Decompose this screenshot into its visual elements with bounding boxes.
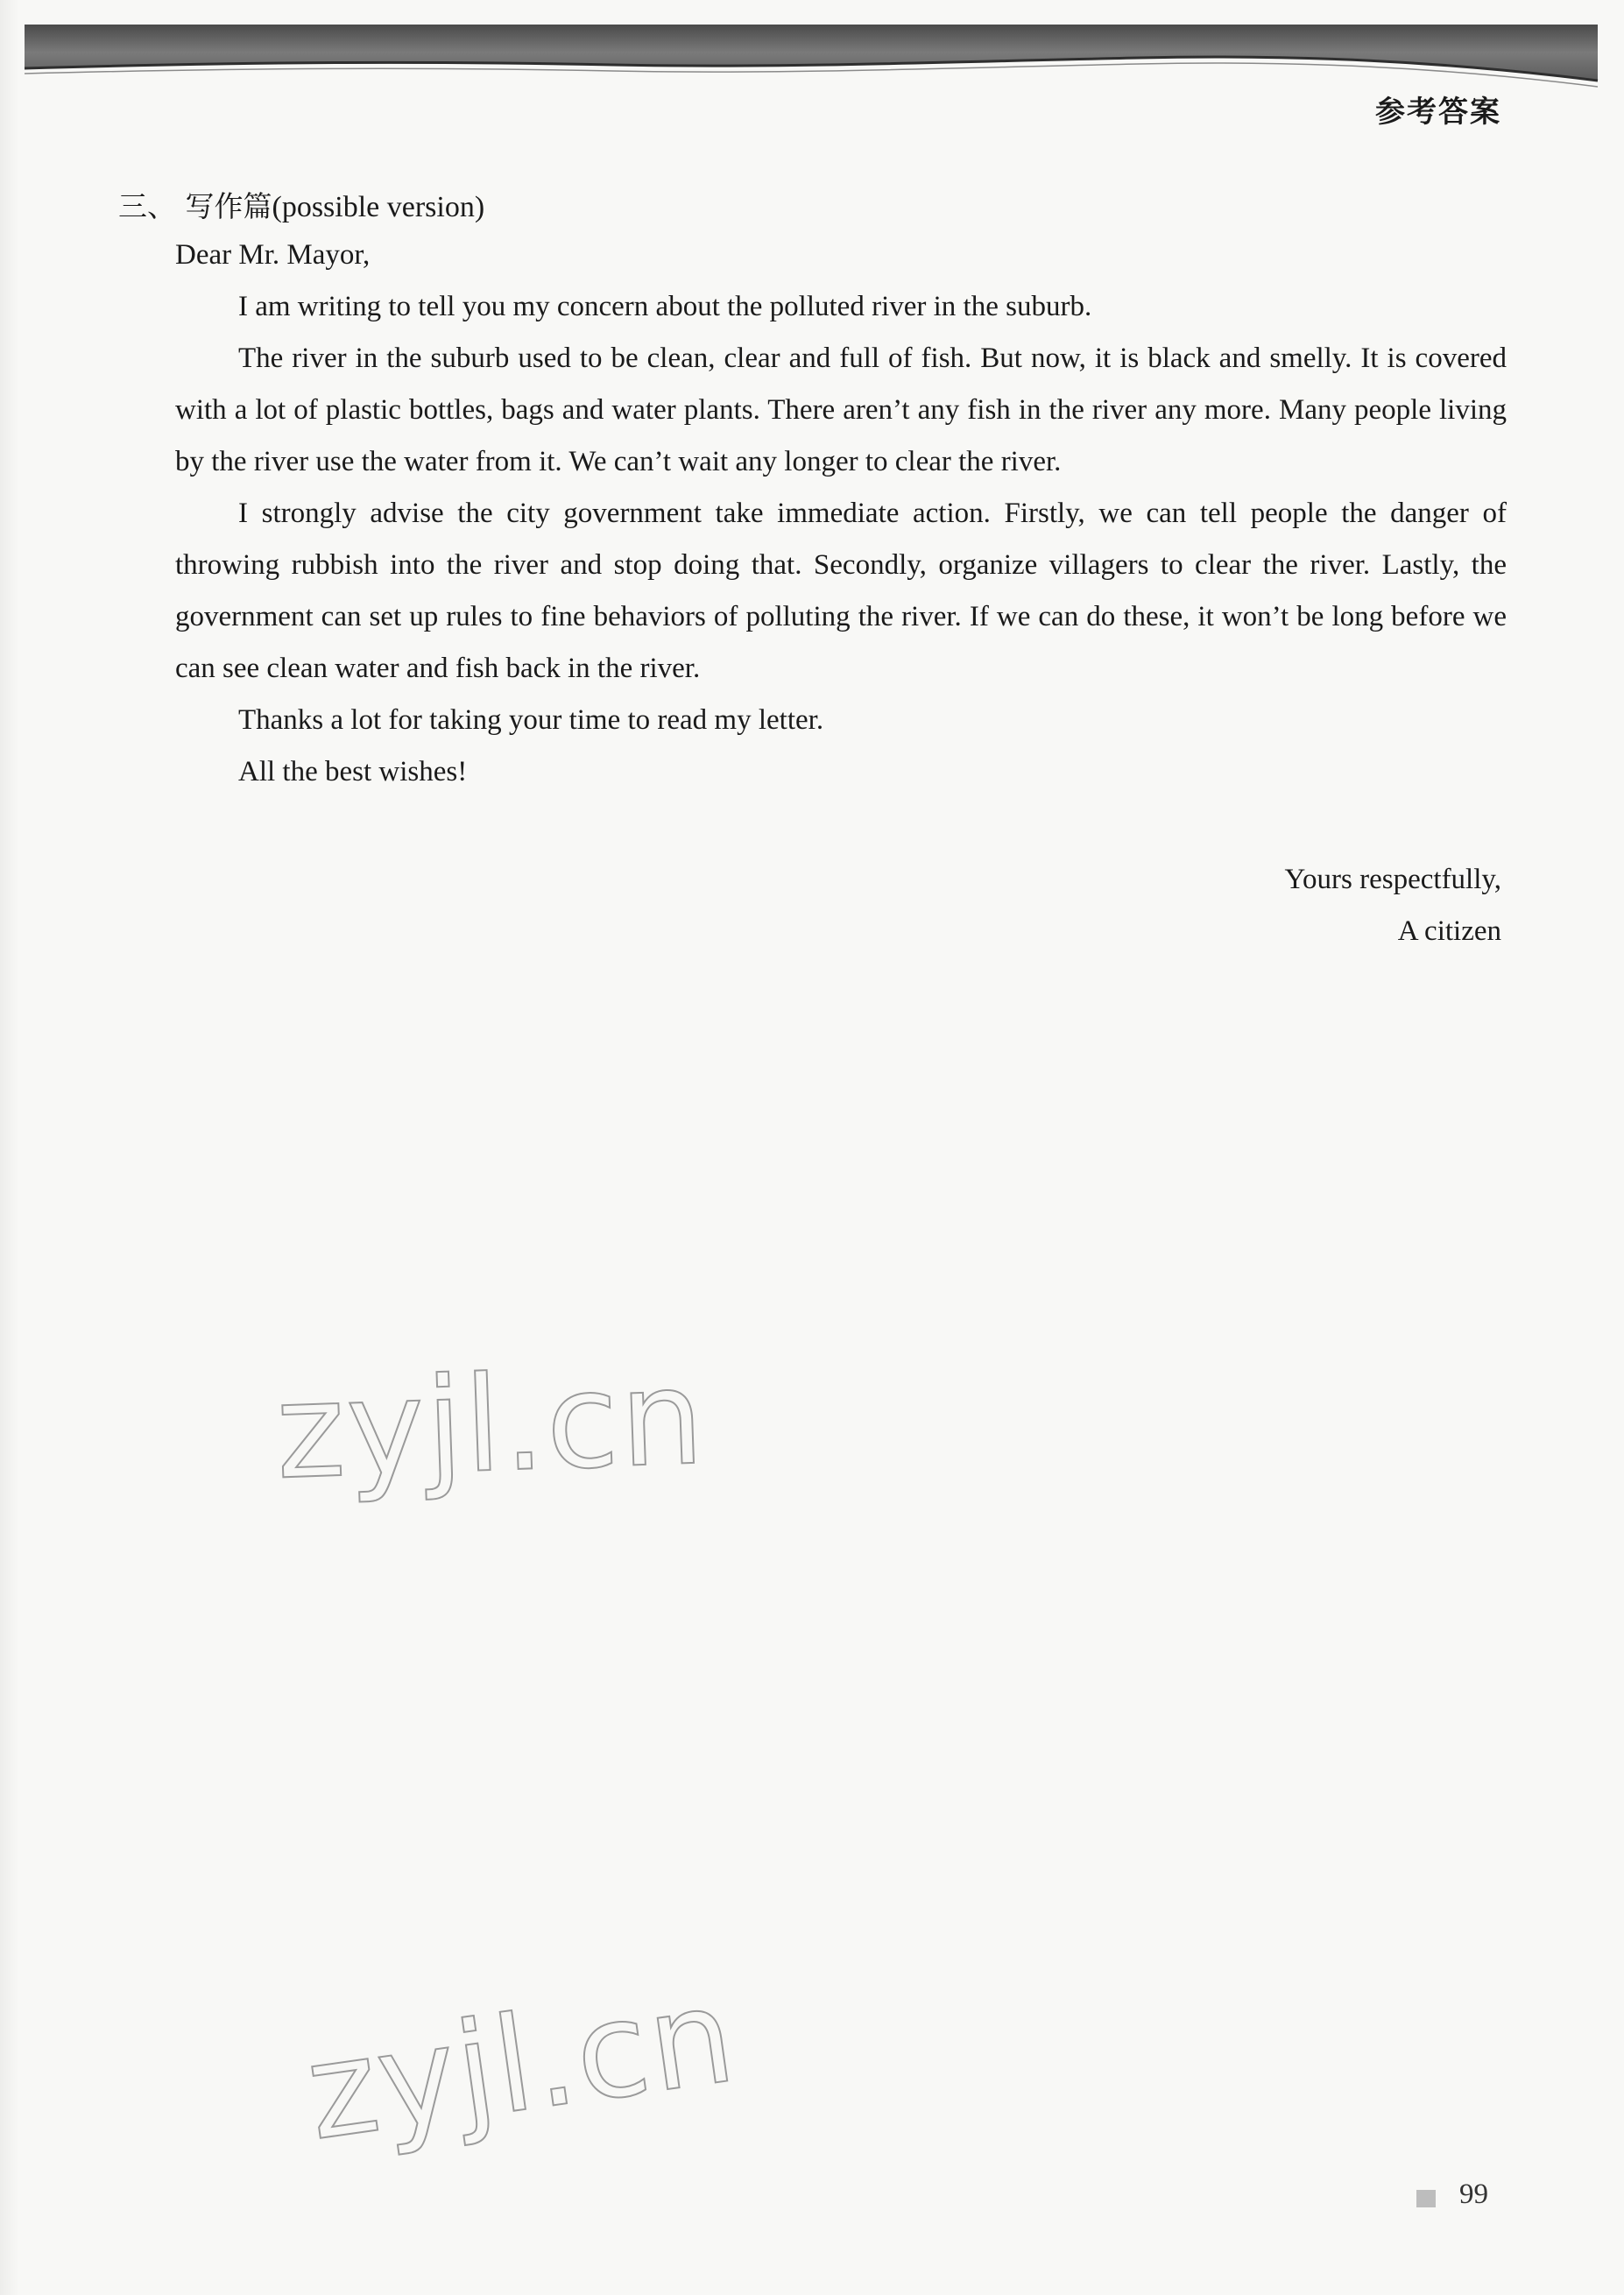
letter-paragraph: The river in the suburb used to be clean, clear and full of fish. But now, it is black and smelly. It is covered with a lot of plastic bottles, bags and water plants. There aren’t any fish in the river any more. Many people living by the river use the water from it. We can’t wait any longer to clear the river.	[175, 342, 1507, 477]
letter-closing-block	[1285, 854, 1501, 957]
letter-salutation: Dear Mr. Mayor,	[175, 239, 371, 271]
answer-key-label: 参考答案	[1375, 95, 1501, 130]
section-heading-en: (possible version)	[272, 191, 485, 223]
letter-signature: A citizen	[1397, 915, 1501, 947]
letter-paragraph: Thanks a lot for taking your time to read my letter.	[238, 704, 824, 736]
section-heading-cn: 三、 写作篇	[118, 189, 272, 223]
letter-paragraph: I am writing to tell you my concern about the polluted river in the suburb.	[238, 291, 1092, 322]
watermark: zyjl.cn	[273, 1341, 708, 1509]
letter-paragraph: I strongly advise the city government take immediate action. Firstly, we can tell people the danger of throwing rubbish into the river and stop doing that. Secondly, organize villagers to clear the river. Lastly, the government can set up rules to fine behaviors of polluting the river. If we can do these, it won’t be long before we can see clean water and fish back in the river.	[175, 498, 1507, 684]
letter-closing: Yours respectfully,	[1284, 864, 1501, 895]
letter-body	[175, 230, 1507, 798]
page-corner-mark-icon	[1416, 2190, 1436, 2207]
section-heading	[118, 184, 484, 225]
page-edge-shadow	[0, 0, 19, 2295]
watermark: zyjl.cn	[298, 1959, 745, 2171]
page-number: 99	[1459, 2178, 1488, 2210]
letter-paragraph: All the best wishes!	[238, 756, 468, 787]
